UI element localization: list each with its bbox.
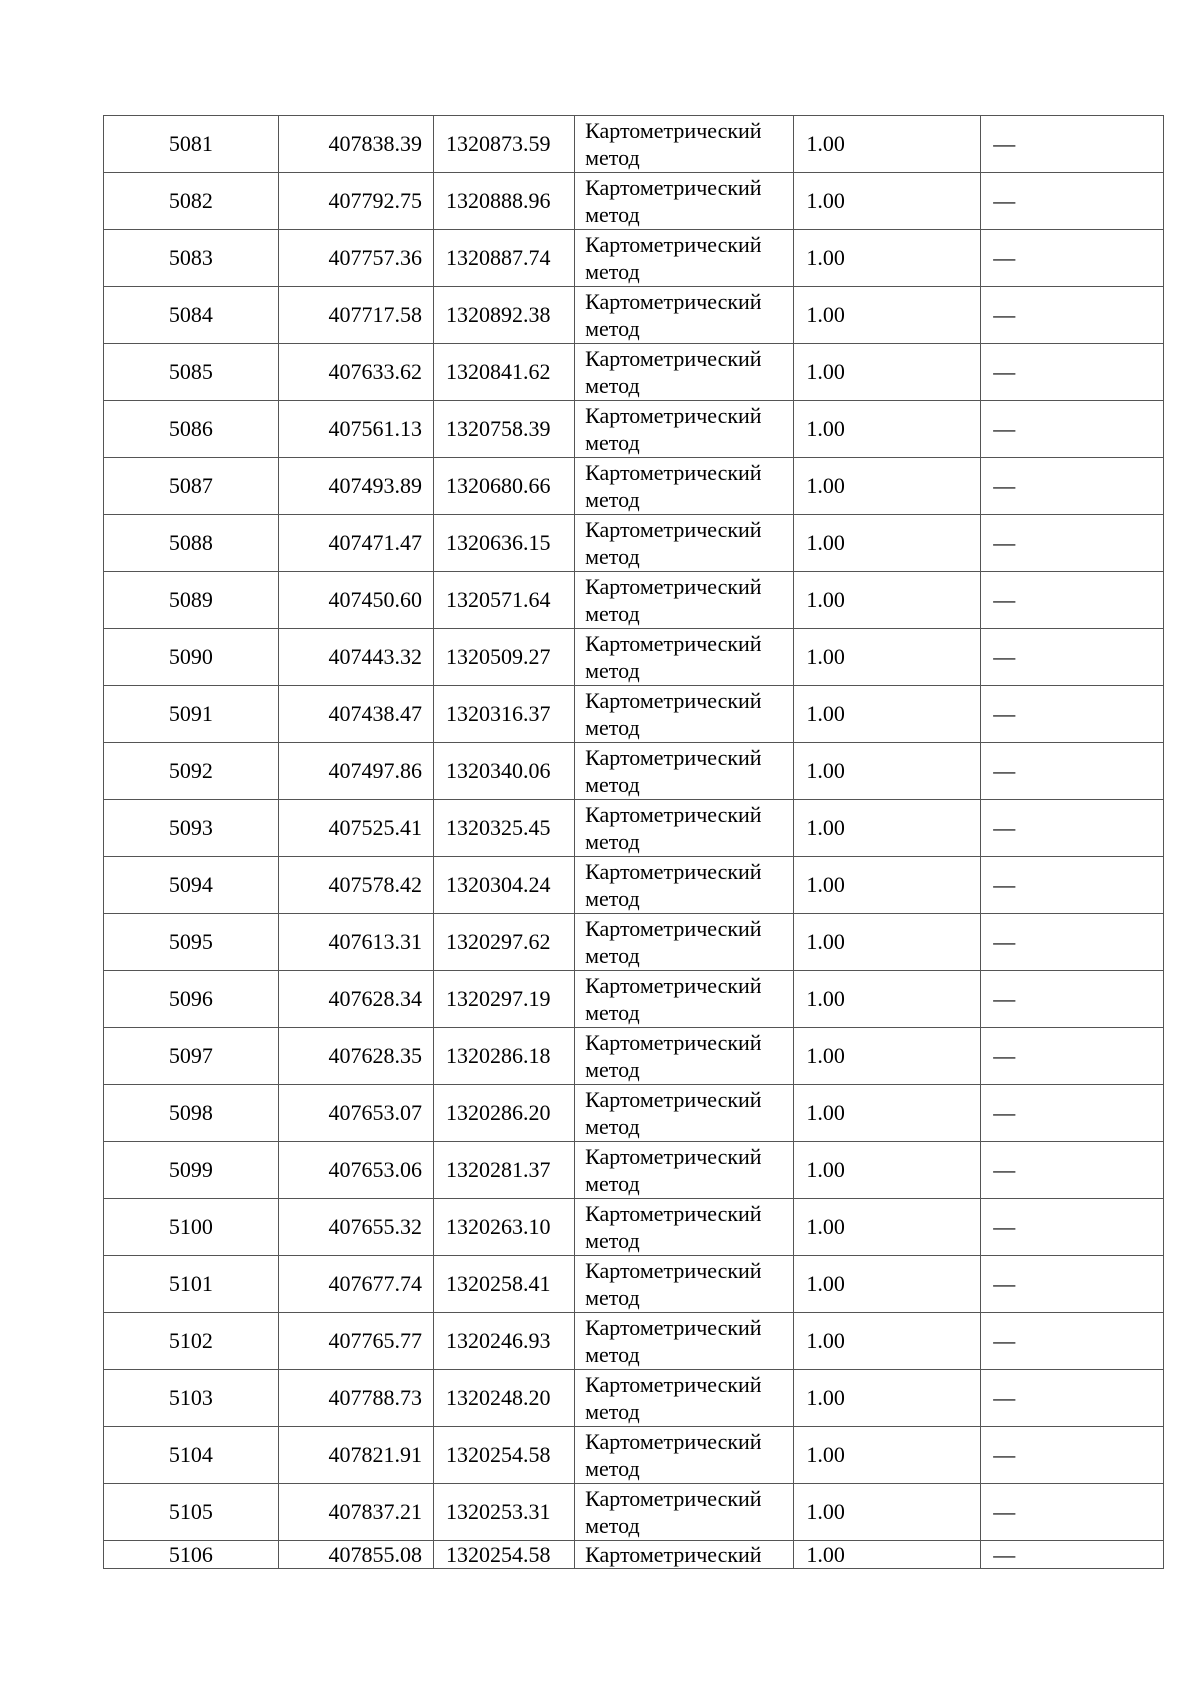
method-cell: Картометрический метод [575, 686, 794, 743]
point-number-cell: 5103 [104, 1370, 279, 1427]
description-cell: — [981, 1199, 1164, 1256]
y-coordinate-cell: 1320286.18 [433, 1028, 574, 1085]
table-row [104, 914, 1164, 971]
accuracy-cell: 1.00 [794, 401, 981, 458]
accuracy-cell: 1.00 [794, 344, 981, 401]
description-cell: — [981, 344, 1164, 401]
description-cell: — [981, 515, 1164, 572]
table-row [104, 287, 1164, 344]
accuracy-cell: 1.00 [794, 1028, 981, 1085]
point-number-cell: 5089 [104, 572, 279, 629]
method-cell: Картометрический метод [575, 971, 794, 1028]
y-coordinate-cell: 1320887.74 [433, 230, 574, 287]
method-cell: Картометрический метод [575, 629, 794, 686]
x-coordinate-cell: 407628.34 [278, 971, 433, 1028]
y-coordinate-cell: 1320248.20 [433, 1370, 574, 1427]
y-coordinate-cell: 1320316.37 [433, 686, 574, 743]
accuracy-cell: 1.00 [794, 1541, 981, 1569]
y-coordinate-cell: 1320571.64 [433, 572, 574, 629]
point-number-cell: 5098 [104, 1085, 279, 1142]
description-cell: — [981, 458, 1164, 515]
table-row [104, 1256, 1164, 1313]
method-cell: Картометрический метод [575, 857, 794, 914]
description-cell: — [981, 857, 1164, 914]
table-row [104, 686, 1164, 743]
accuracy-cell: 1.00 [794, 743, 981, 800]
point-number-cell: 5097 [104, 1028, 279, 1085]
point-number-cell: 5092 [104, 743, 279, 800]
x-coordinate-cell: 407450.60 [278, 572, 433, 629]
x-coordinate-cell: 407788.73 [278, 1370, 433, 1427]
point-number-cell: 5106 [104, 1541, 279, 1569]
point-number-cell: 5084 [104, 287, 279, 344]
table-row [104, 572, 1164, 629]
table-row [104, 1028, 1164, 1085]
description-cell: — [981, 1484, 1164, 1541]
point-number-cell: 5086 [104, 401, 279, 458]
point-number-cell: 5105 [104, 1484, 279, 1541]
coordinates-table [103, 115, 1164, 1569]
y-coordinate-cell: 1320636.15 [433, 515, 574, 572]
point-number-cell: 5095 [104, 914, 279, 971]
y-coordinate-cell: 1320254.58 [433, 1541, 574, 1569]
point-number-cell: 5081 [104, 116, 279, 173]
description-cell: — [981, 686, 1164, 743]
accuracy-cell: 1.00 [794, 173, 981, 230]
description-cell: — [981, 173, 1164, 230]
x-coordinate-cell: 407653.07 [278, 1085, 433, 1142]
x-coordinate-cell: 407792.75 [278, 173, 433, 230]
accuracy-cell: 1.00 [794, 914, 981, 971]
x-coordinate-cell: 407443.32 [278, 629, 433, 686]
x-coordinate-cell: 407717.58 [278, 287, 433, 344]
y-coordinate-cell: 1320297.62 [433, 914, 574, 971]
x-coordinate-cell: 407497.86 [278, 743, 433, 800]
table-row [104, 1370, 1164, 1427]
description-cell: — [981, 116, 1164, 173]
description-cell: — [981, 287, 1164, 344]
accuracy-cell: 1.00 [794, 629, 981, 686]
x-coordinate-cell: 407653.06 [278, 1142, 433, 1199]
accuracy-cell: 1.00 [794, 1199, 981, 1256]
point-number-cell: 5094 [104, 857, 279, 914]
y-coordinate-cell: 1320304.24 [433, 857, 574, 914]
method-cell: Картометрический [575, 1541, 794, 1569]
x-coordinate-cell: 407821.91 [278, 1427, 433, 1484]
method-cell: Картометрический метод [575, 800, 794, 857]
description-cell: — [981, 1370, 1164, 1427]
point-number-cell: 5102 [104, 1313, 279, 1370]
table-row [104, 401, 1164, 458]
point-number-cell: 5083 [104, 230, 279, 287]
description-cell: — [981, 1142, 1164, 1199]
point-number-cell: 5087 [104, 458, 279, 515]
y-coordinate-cell: 1320340.06 [433, 743, 574, 800]
point-number-cell: 5082 [104, 173, 279, 230]
x-coordinate-cell: 407628.35 [278, 1028, 433, 1085]
y-coordinate-cell: 1320873.59 [433, 116, 574, 173]
y-coordinate-cell: 1320281.37 [433, 1142, 574, 1199]
table-row [104, 173, 1164, 230]
method-cell: Картометрический метод [575, 1313, 794, 1370]
accuracy-cell: 1.00 [794, 458, 981, 515]
point-number-cell: 5091 [104, 686, 279, 743]
y-coordinate-cell: 1320297.19 [433, 971, 574, 1028]
table-row [104, 458, 1164, 515]
table-row [104, 857, 1164, 914]
description-cell: — [981, 1427, 1164, 1484]
y-coordinate-cell: 1320841.62 [433, 344, 574, 401]
method-cell: Картометрический метод [575, 743, 794, 800]
y-coordinate-cell: 1320888.96 [433, 173, 574, 230]
table-row [104, 344, 1164, 401]
x-coordinate-cell: 407765.77 [278, 1313, 433, 1370]
accuracy-cell: 1.00 [794, 515, 981, 572]
accuracy-cell: 1.00 [794, 287, 981, 344]
accuracy-cell: 1.00 [794, 1085, 981, 1142]
table-row [104, 629, 1164, 686]
y-coordinate-cell: 1320509.27 [433, 629, 574, 686]
x-coordinate-cell: 407438.47 [278, 686, 433, 743]
description-cell: — [981, 914, 1164, 971]
method-cell: Картометрический метод [575, 1028, 794, 1085]
y-coordinate-cell: 1320680.66 [433, 458, 574, 515]
table-row [104, 1427, 1164, 1484]
method-cell: Картометрический метод [575, 458, 794, 515]
point-number-cell: 5090 [104, 629, 279, 686]
table-row [104, 1085, 1164, 1142]
method-cell: Картометрический метод [575, 173, 794, 230]
point-number-cell: 5104 [104, 1427, 279, 1484]
description-cell: — [981, 971, 1164, 1028]
point-number-cell: 5085 [104, 344, 279, 401]
table-row [104, 1313, 1164, 1370]
method-cell: Картометрический метод [575, 1484, 794, 1541]
point-number-cell: 5099 [104, 1142, 279, 1199]
method-cell: Картометрический метод [575, 572, 794, 629]
x-coordinate-cell: 407578.42 [278, 857, 433, 914]
table-row [104, 1541, 1164, 1569]
description-cell: — [981, 1256, 1164, 1313]
point-number-cell: 5101 [104, 1256, 279, 1313]
method-cell: Картометрический метод [575, 1370, 794, 1427]
method-cell: Картометрический метод [575, 1256, 794, 1313]
x-coordinate-cell: 407471.47 [278, 515, 433, 572]
description-cell: — [981, 1085, 1164, 1142]
x-coordinate-cell: 407561.13 [278, 401, 433, 458]
x-coordinate-cell: 407493.89 [278, 458, 433, 515]
description-cell: — [981, 1028, 1164, 1085]
y-coordinate-cell: 1320254.58 [433, 1427, 574, 1484]
accuracy-cell: 1.00 [794, 1142, 981, 1199]
y-coordinate-cell: 1320325.45 [433, 800, 574, 857]
method-cell: Картометрический метод [575, 116, 794, 173]
table-row [104, 1199, 1164, 1256]
method-cell: Картометрический метод [575, 914, 794, 971]
x-coordinate-cell: 407655.32 [278, 1199, 433, 1256]
method-cell: Картометрический метод [575, 287, 794, 344]
point-number-cell: 5096 [104, 971, 279, 1028]
method-cell: Картометрический метод [575, 344, 794, 401]
y-coordinate-cell: 1320758.39 [433, 401, 574, 458]
table-row [104, 515, 1164, 572]
y-coordinate-cell: 1320253.31 [433, 1484, 574, 1541]
method-cell: Картометрический метод [575, 515, 794, 572]
description-cell: — [981, 629, 1164, 686]
x-coordinate-cell: 407757.36 [278, 230, 433, 287]
table-row [104, 971, 1164, 1028]
method-cell: Картометрический метод [575, 1427, 794, 1484]
table-row [104, 116, 1164, 173]
description-cell: — [981, 572, 1164, 629]
accuracy-cell: 1.00 [794, 971, 981, 1028]
y-coordinate-cell: 1320258.41 [433, 1256, 574, 1313]
table-row [104, 230, 1164, 287]
x-coordinate-cell: 407677.74 [278, 1256, 433, 1313]
description-cell: — [981, 800, 1164, 857]
y-coordinate-cell: 1320892.38 [433, 287, 574, 344]
accuracy-cell: 1.00 [794, 1256, 981, 1313]
table-row [104, 800, 1164, 857]
method-cell: Картометрический метод [575, 230, 794, 287]
accuracy-cell: 1.00 [794, 1370, 981, 1427]
point-number-cell: 5093 [104, 800, 279, 857]
accuracy-cell: 1.00 [794, 116, 981, 173]
x-coordinate-cell: 407855.08 [278, 1541, 433, 1569]
x-coordinate-cell: 407525.41 [278, 800, 433, 857]
accuracy-cell: 1.00 [794, 1484, 981, 1541]
accuracy-cell: 1.00 [794, 572, 981, 629]
description-cell: — [981, 401, 1164, 458]
y-coordinate-cell: 1320246.93 [433, 1313, 574, 1370]
description-cell: — [981, 230, 1164, 287]
x-coordinate-cell: 407633.62 [278, 344, 433, 401]
accuracy-cell: 1.00 [794, 230, 981, 287]
x-coordinate-cell: 407837.21 [278, 1484, 433, 1541]
point-number-cell: 5100 [104, 1199, 279, 1256]
accuracy-cell: 1.00 [794, 1427, 981, 1484]
description-cell: — [981, 1541, 1164, 1569]
table-row [104, 1142, 1164, 1199]
y-coordinate-cell: 1320263.10 [433, 1199, 574, 1256]
coordinates-table-body [104, 116, 1164, 1569]
table-row [104, 1484, 1164, 1541]
method-cell: Картометрический метод [575, 401, 794, 458]
method-cell: Картометрический метод [575, 1142, 794, 1199]
method-cell: Картометрический метод [575, 1199, 794, 1256]
method-cell: Картометрический метод [575, 1085, 794, 1142]
table-row [104, 743, 1164, 800]
description-cell: — [981, 743, 1164, 800]
accuracy-cell: 1.00 [794, 857, 981, 914]
accuracy-cell: 1.00 [794, 686, 981, 743]
point-number-cell: 5088 [104, 515, 279, 572]
y-coordinate-cell: 1320286.20 [433, 1085, 574, 1142]
description-cell: — [981, 1313, 1164, 1370]
x-coordinate-cell: 407838.39 [278, 116, 433, 173]
accuracy-cell: 1.00 [794, 1313, 981, 1370]
x-coordinate-cell: 407613.31 [278, 914, 433, 971]
accuracy-cell: 1.00 [794, 800, 981, 857]
